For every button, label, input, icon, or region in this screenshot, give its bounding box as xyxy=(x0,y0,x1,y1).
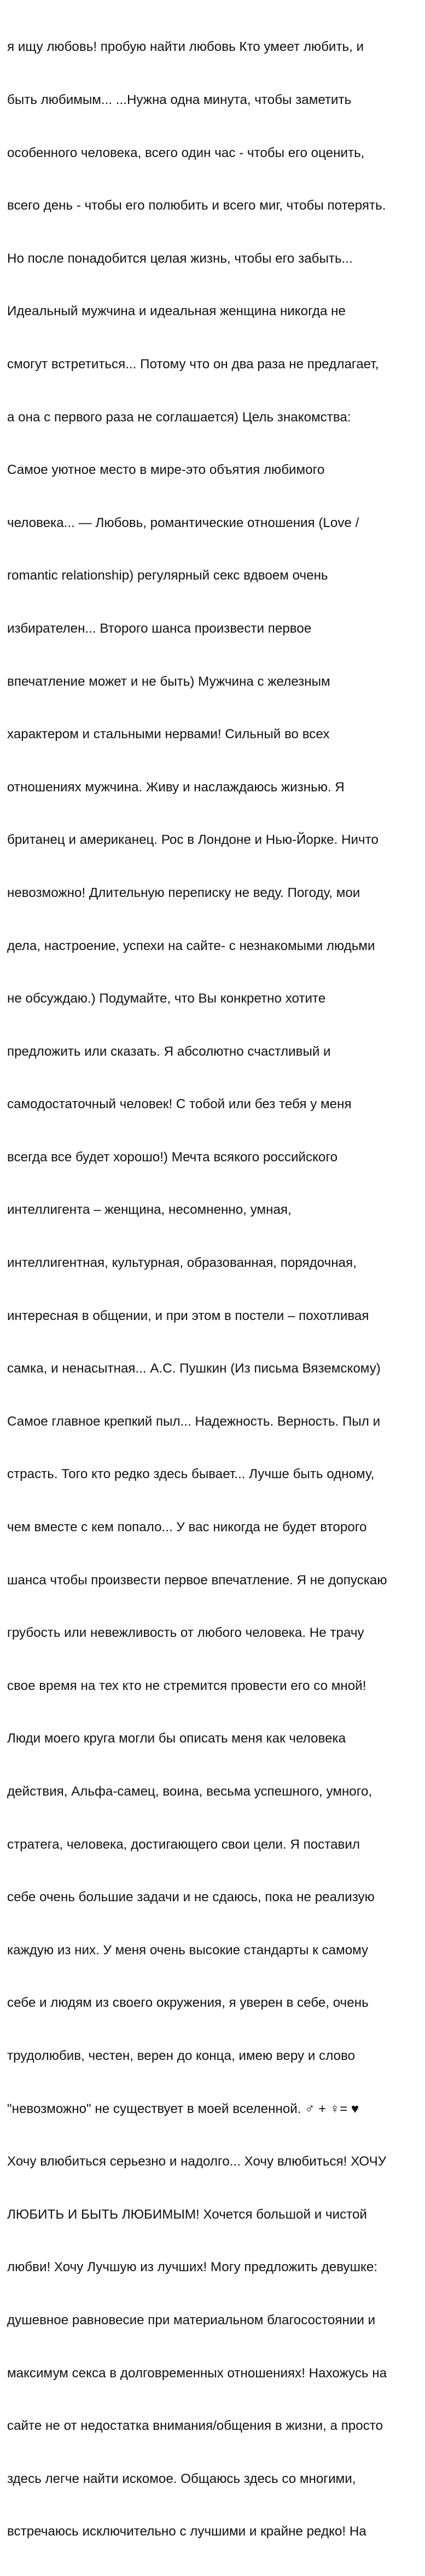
text-line: здесь легче найти искомое. Общаюсь здесь со многими, xyxy=(7,2471,356,2486)
text-line: самодостаточный человек! С тобой или без тебя у меня xyxy=(7,1097,352,1112)
text-line: любви! Хочу Лучшую из лучших! Могу предложить девушке: xyxy=(7,2260,378,2275)
text-line: избирателен... Второго шанса произвести первое xyxy=(7,621,312,636)
text-line: а она с первого раза не соглашается) Цель знакомства: xyxy=(7,409,351,425)
text-line: Хочу влюбиться серьезно и надолго... Хочу влюбиться! ХОЧУ xyxy=(7,2154,387,2169)
text-line: чем вместе с кем попало... У вас никогда не будет второго xyxy=(7,1520,367,1535)
text-line: быть любимым... ...Нужна одна минута, чтобы заметить xyxy=(7,92,352,107)
text-line: стратега, человека, достигающего свои цели. Я поставил xyxy=(7,1837,360,1852)
text-line: Люди моего круга могли бы описать меня как человека xyxy=(7,1731,346,1746)
text-line: интересная в общении, и при этом в постели – похотливая xyxy=(7,1308,369,1323)
text-line: интеллигента – женщина, несомненно, умная, xyxy=(7,1202,292,1218)
text-line: душевное равновесие при материальном благосостоянии и xyxy=(7,2312,376,2328)
text-line: каждую из них. У меня очень высокие стандарты к самому xyxy=(7,1942,369,1958)
text-line: впечатление может и не быть) Мужчина с железным xyxy=(7,674,330,689)
text-line: свое время на тех кто не стремится провести его со мной! xyxy=(7,1678,366,1693)
text-line: характером и стальными нервами! Сильный во всех xyxy=(7,727,330,742)
text-line: интеллигентная, культурная, образованная, порядочная, xyxy=(7,1255,357,1271)
text-line: британец и американец. Рос в Лондоне и Нью-Йорке. Ничто xyxy=(7,832,379,848)
text-line: предложить или сказать. Я абсолютно счастливый и xyxy=(7,1044,331,1059)
text-line: не обсуждаю.) Подумайте, что Вы конкретно хотите xyxy=(7,991,326,1006)
text-line: "невозможно" не существует в моей вселенной. ♂ + ♀= ♥ xyxy=(7,2101,359,2116)
text-line: страсть. Того кто редко здесь бывает... Лучше быть одному, xyxy=(7,1467,375,1482)
text-line: Самое уютное место в мире-это объятия любимого xyxy=(7,462,325,478)
text-line: сайте не от недостатка внимания/общения в жизни, а просто xyxy=(7,2418,383,2434)
text-line: невозможно! Длительную переписку не веду. Погоду, мои xyxy=(7,885,360,900)
text-line: romantic relationship) регулярный секс вдвоем очень xyxy=(7,568,328,583)
text-line: себе и людям из своего окружения, я уверен в себе, очень xyxy=(7,1995,369,2011)
text-line: смогут встретиться... Потому что он два раза не предлагает, xyxy=(7,356,379,372)
text-line: самка, и ненасытная... А.С. Пушкин (Из письма Вяземскому) xyxy=(7,1361,381,1376)
text-line: человека... — Любовь, романтические отношения (Love / xyxy=(7,515,359,530)
text-line: трудолюбив, честен, верен до конца, имею веру и слово xyxy=(7,2048,356,2063)
text-line: дела, настроение, успехи на сайте- с незнакомыми людьми xyxy=(7,938,375,953)
text-line: действия, Альфа-самец, воина, весьма успешного, умного, xyxy=(7,1784,372,1799)
text-line: всего день - чтобы его полюбить и всего миг, чтобы потерять. xyxy=(7,198,386,213)
text-line: я ищу любовь! пробую найти любовь Кто умеет любить, и xyxy=(7,39,364,55)
text-line: Самое главное крепкий пыл... Надежность. Верность. Пыл и xyxy=(7,1414,381,1429)
text-line: шанса чтобы произвести первое впечатление. Я не допускаю xyxy=(7,1572,387,1588)
text-line: грубость или невежливость от любого человека. Не трачу xyxy=(7,1625,364,1641)
text-line: всегда все будет хорошо!) Мечта всякого российского xyxy=(7,1149,338,1165)
text-line: Идеальный мужчина и идеальная женщина никогда не xyxy=(7,304,346,319)
text-line: особенного человека, всего один час - чтобы его оценить, xyxy=(7,145,365,160)
text-line: Но после понадобится целая жизнь, чтобы его забыть... xyxy=(7,251,353,266)
text-line: ЛЮБИТЬ И БЫТЬ ЛЮБИМЫМ! Хочется большой и чистой xyxy=(7,2207,367,2222)
text-line: себе очень большие задачи и не сдаюсь, пока не реализую xyxy=(7,1890,375,1905)
text-line: максимум секса в долговременных отношениях! Нахожусь на xyxy=(7,2365,387,2381)
profile-text xyxy=(7,3,423,2576)
text-line: отношениях мужчина. Живу и наслаждаюсь жизнью. Я xyxy=(7,779,345,795)
text-line: встречаюсь исключительно с лучшими и крайне редко! На xyxy=(7,2524,366,2539)
